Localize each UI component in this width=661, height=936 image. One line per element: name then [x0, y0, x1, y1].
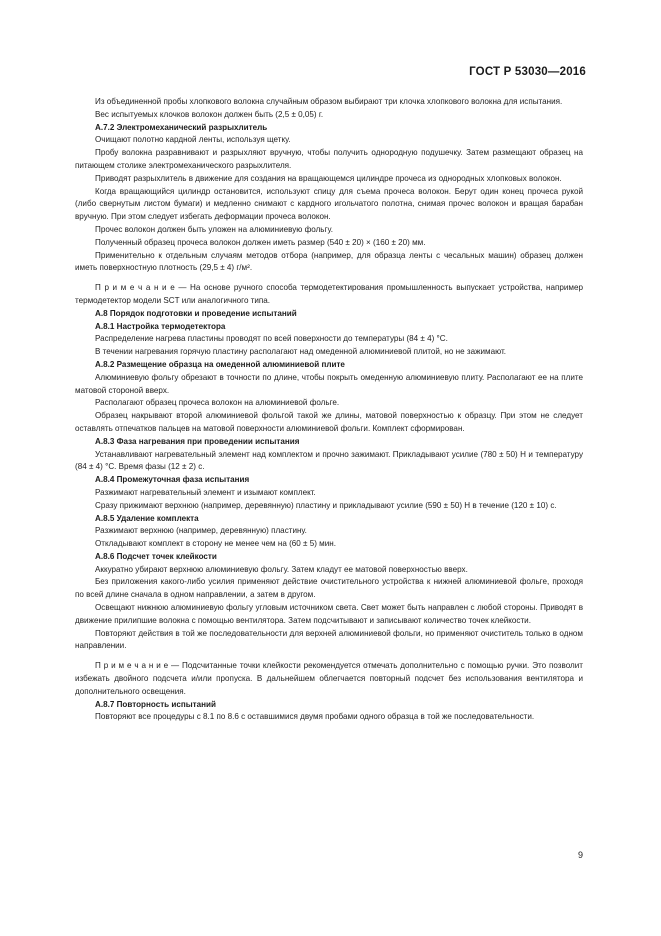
paragraph: Пробу волокна разравнивают и разрыхляют вручную, чтобы получить однородную подушечку. Затем размещают образец на питающем столике электромеханического разрыхлителя. — [75, 148, 583, 170]
paragraph: Располагают образец прочеса волокон на алюминиевой фольге. — [95, 398, 340, 408]
paragraph: В течении нагревания горячую пластину располагают над омеденной алюминиевой плитой, но не зажимают. — [95, 347, 507, 357]
section-heading: A.8 Порядок подготовки и проведение испытаний — [95, 308, 297, 318]
paragraph: Образец накрывают второй алюминиевой фольгой такой же длины, матовой поверхностью к образцу. При этом не следует оставлять отпечатков пальцев на матовой поверхности алюминиевой фольги. Комплект сформирован. — [75, 411, 583, 433]
paragraph: Распределение нагрева пластины проводят по всей поверхности до температуры (84 ± 4) °С. — [95, 334, 448, 344]
paragraph: Повторяют все процедуры с 8.1 по 8.6 с оставшимися двумя пробами одного образца в той же последовательности. — [95, 712, 535, 722]
note — [75, 282, 583, 308]
note-text: — Подсчитанные точки клейкости рекомендуется отмечать дополнительно с помощью ручки. Это позволит избежать двойного подсчета и/или пропуска. В дальнейшем облегчается повторный подсчет без использования вентилятора и дополнительного освещения. — [75, 661, 583, 696]
section-heading: A.7.2 Электромеханический разрыхлитель — [95, 122, 268, 132]
paragraph: Очищают полотно кардной ленты, используя щетку. — [95, 135, 291, 145]
section-heading: A.8.3 Фаза нагревания при проведении испытания — [95, 436, 300, 446]
paragraph: Повторяют действия в той же последовательности для верхней алюминиевой фольги, но применяют очиститель только в одном направлении. — [75, 628, 583, 651]
document-body — [75, 96, 583, 724]
section-heading: A.8.1 Настройка термодетектора — [95, 321, 226, 331]
note — [75, 660, 583, 698]
paragraph: Вес испытуемых клочков волокон должен быть (2,5 ± 0,05) г. — [95, 109, 324, 119]
paragraph: Аккуратно убирают верхнюю алюминиевую фольгу. Затем кладут ее матовой поверхностью вверх. — [95, 564, 468, 574]
paragraph: Разжимают верхнюю (например, деревянную) пластину. — [95, 526, 307, 536]
note-text: — На основе ручного способа термодетектирования промышленность выпускает устройства, например термодетектор модели SCT или аналогичного типа. — [75, 283, 583, 305]
paragraph: Прочес волокон должен быть уложен на алюминиевую фольгу. — [95, 224, 333, 234]
paragraph: Сразу прижимают верхнюю (например, деревянную) пластину и прикладывают усилие (590 ± 50) Н в течение (120 ± 10) с. — [95, 500, 557, 510]
paragraph: Применительно к отдельным случаям методов отбора (например, для образца ленты с чесальных машин) образец должен иметь поверхностную плотность (29,5 ± 4) г/м². — [75, 250, 583, 273]
paragraph: Когда вращающийся цилиндр остановится, используют спицу для съема прочеса волокон. Берут один конец прочеса рукой (либо свернутым листом бумаги) и медленно снимают с кардного игольчатого полотна, снимая прочес волокон и вращая барабан вручную. При этом следует избегать деформации прочеса волокон. — [75, 186, 583, 222]
paragraph: Разжимают нагревательный элемент и изымают комплект. — [95, 487, 316, 497]
note-label: П р и м е ч а н и е — [95, 283, 175, 293]
page-number: 9 — [577, 850, 583, 860]
paragraph: Освещают нижнюю алюминиевую фольгу угловым источником света. Свет может быть направлен с любой стороны. Приводят в движение прилипшие волокна с помощью вентилятора. Затем подсчитывают и записывают количество точек клейкости. — [75, 603, 583, 625]
document-header: ГОСТ Р 53030—2016 — [469, 66, 586, 78]
paragraph: Без приложения какого-либо усилия применяют действие очистительного устройства к нижней алюминиевой фольге, проходя по всей длине сначала в одном направлении, а затем в другом. — [75, 577, 583, 600]
paragraph: Полученный образец прочеса волокон должен иметь размер (540 ± 20) × (160 ± 20) мм. — [95, 237, 426, 247]
paragraph: Откладывают комплект в сторону не менее чем на (60 ± 5) мин. — [95, 539, 336, 549]
note-label: П р и м е ч а н и е — [95, 661, 169, 671]
paragraph: Из объединенной пробы хлопкового волокна случайным образом выбирают три клочка хлопкового волокна для испытания. — [95, 97, 563, 106]
section-heading: A.8.2 Размещение образца на омеденной алюминиевой плите — [95, 359, 345, 369]
paragraph: Устанавливают нагревательный элемент над комплектом и прочно зажимают. Прикладывают усилие (780 ± 50) Н и температуру (84 ± 4) °С. Время фазы (12 ± 2) с. — [75, 449, 583, 472]
section-heading: A.8.7 Повторность испытаний — [95, 699, 216, 709]
section-heading: A.8.4 Промежуточная фаза испытания — [95, 475, 250, 485]
paragraph: Приводят разрыхлитель в движение для создания на вращающемся цилиндре прочеса из однородных хлопковых волокон. — [95, 173, 562, 183]
section-heading: A.8.5 Удаление комплекта — [95, 513, 199, 523]
paragraph: Алюминиевую фольгу обрезают в точности по длине, чтобы покрыть омеденную алюминиевую плиту. Располагают ее на плите матовой стороной вверх. — [75, 372, 583, 395]
section-heading: A.8.6 Подсчет точек клейкости — [95, 551, 217, 561]
